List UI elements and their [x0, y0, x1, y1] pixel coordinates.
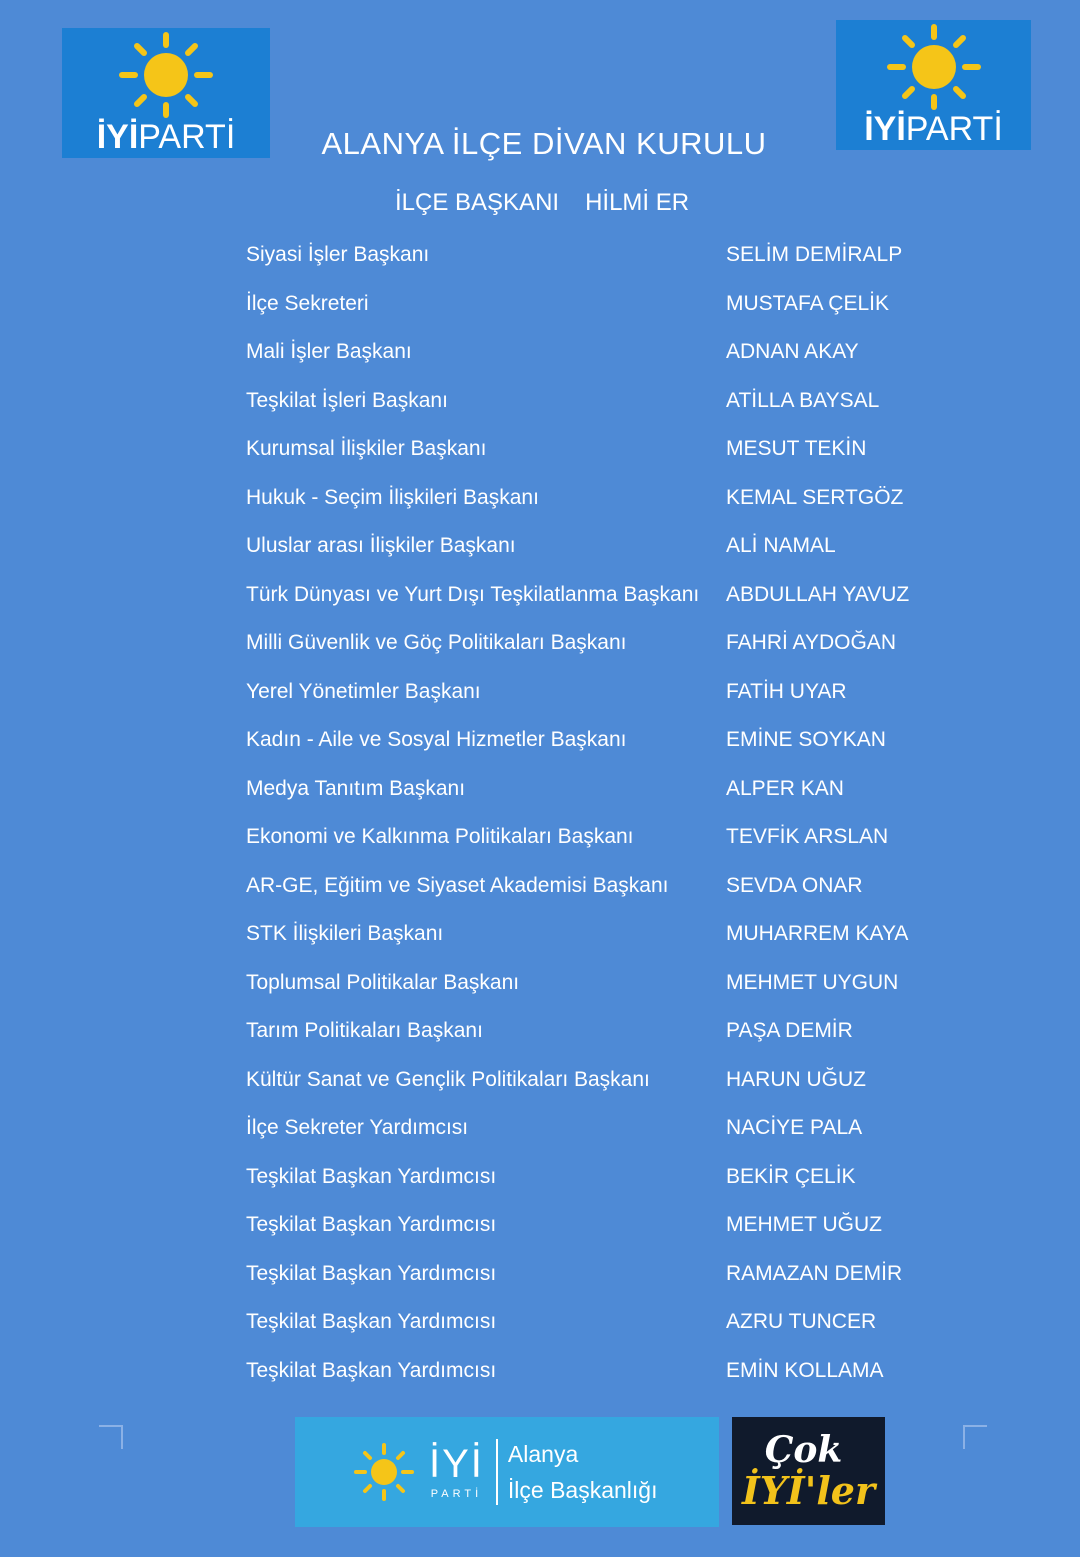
- member-name: ABDULLAH YAVUZ: [726, 583, 910, 606]
- footer-text: Alanya İlçe Başkanlığı: [507, 1441, 658, 1503]
- member-role: Teşkilat Başkan Yardımcısı: [246, 1213, 497, 1236]
- member-name: EMİNE SOYKAN: [726, 728, 886, 751]
- member-role: Kültür Sanat ve Gençlik Politikaları Başkanı: [246, 1068, 650, 1091]
- member-role: Teşkilat Başkan Yardımcısı: [246, 1310, 497, 1333]
- member-name: MEHMET UĞUZ: [726, 1213, 882, 1236]
- member-name: HARUN UĞUZ: [726, 1068, 866, 1091]
- cok-iyiler-logo: Çok İYİ'ler: [732, 1417, 885, 1525]
- member-role: Teşkilat Başkan Yardımcısı: [246, 1262, 497, 1285]
- member-name: EMİN KOLLAMA: [726, 1359, 884, 1382]
- member-name: KEMAL SERTGÖZ: [726, 486, 904, 509]
- member-role: Teşkilat Başkan Yardımcısı: [246, 1165, 497, 1188]
- member-role: Uluslar arası İlişkiler Başkanı: [246, 534, 516, 557]
- member-role: Yerel Yönetimler Başkanı: [246, 680, 481, 703]
- page-title: ALANYA İLÇE DİVAN KURULU: [321, 126, 767, 161]
- member-role: AR-GE, Eğitim ve Siyaset Akademisi Başkanı: [246, 874, 669, 897]
- member-role: Siyasi İşler Başkanı: [246, 243, 430, 266]
- member-name: BEKİR ÇELİK: [726, 1165, 856, 1188]
- member-name: AZRU TUNCER: [726, 1310, 877, 1333]
- member-role: Teşkilat İşleri Başkanı: [246, 389, 448, 412]
- footer-banner: [295, 1417, 719, 1527]
- logo-wordmark: İYİPARTİ: [864, 110, 1003, 148]
- member-name: MUHARREM KAYA: [726, 922, 909, 945]
- corner-mark: [99, 1425, 123, 1449]
- sun-icon: [884, 24, 984, 110]
- member-name: PAŞA DEMİR: [726, 1019, 853, 1042]
- district-chair: [395, 189, 689, 217]
- member-name: MEHMET UYGUN: [726, 971, 899, 994]
- member-name: ADNAN AKAY: [726, 340, 859, 363]
- logo-wordmark: İYİPARTİ: [96, 118, 236, 156]
- member-name: TEVFİK ARSLAN: [726, 825, 889, 848]
- member-role: İlçe Sekreter Yardımcısı: [246, 1116, 469, 1139]
- member-name: FATİH UYAR: [726, 680, 847, 703]
- corner-mark: [963, 1425, 987, 1449]
- member-role: STK İlişkileri Başkanı: [246, 922, 444, 945]
- member-role: Toplumsal Politikalar Başkanı: [246, 971, 520, 994]
- sun-icon: [353, 1441, 415, 1503]
- chair-label: İLÇE BAŞKANI: [395, 189, 560, 216]
- member-name: FAHRİ AYDOĞAN: [726, 631, 896, 654]
- divider: [496, 1439, 498, 1505]
- member-name: SELİM DEMİRALP: [726, 243, 903, 266]
- member-name: MESUT TEKİN: [726, 437, 867, 460]
- member-role: Medya Tanıtım Başkanı: [246, 777, 466, 800]
- chair-name: HİLMİ ER: [585, 189, 690, 216]
- member-role: Kadın - Aile ve Sosyal Hizmetler Başkanı: [246, 728, 627, 751]
- member-name: ALPER KAN: [726, 777, 844, 800]
- member-name: ALİ NAMAL: [726, 534, 836, 557]
- member-name: ATİLLA BAYSAL: [726, 389, 880, 412]
- member-role: İlçe Sekreteri: [246, 292, 369, 315]
- sun-icon: [116, 32, 216, 118]
- member-name: SEVDA ONAR: [726, 874, 863, 897]
- footer-wordmark: İYİ PARTİ: [429, 1442, 484, 1500]
- member-role: Tarım Politikaları Başkanı: [246, 1019, 483, 1042]
- member-role: Mali İşler Başkanı: [246, 340, 412, 363]
- member-role: Ekonomi ve Kalkınma Politikaları Başkanı: [246, 825, 634, 848]
- member-role: Milli Güvenlik ve Göç Politikaları Başkanı: [246, 631, 627, 654]
- member-name: MUSTAFA ÇELİK: [726, 292, 889, 315]
- member-role: Türk Dünyası ve Yurt Dışı Teşkilatlanma Başkanı: [246, 583, 700, 606]
- member-role: Teşkilat Başkan Yardımcısı: [246, 1359, 497, 1382]
- member-role: Kurumsal İlişkiler Başkanı: [246, 437, 487, 460]
- member-name: RAMAZAN DEMİR: [726, 1262, 903, 1285]
- member-role: Hukuk - Seçim İlişkileri Başkanı: [246, 486, 539, 509]
- member-name: NACİYE PALA: [726, 1116, 863, 1139]
